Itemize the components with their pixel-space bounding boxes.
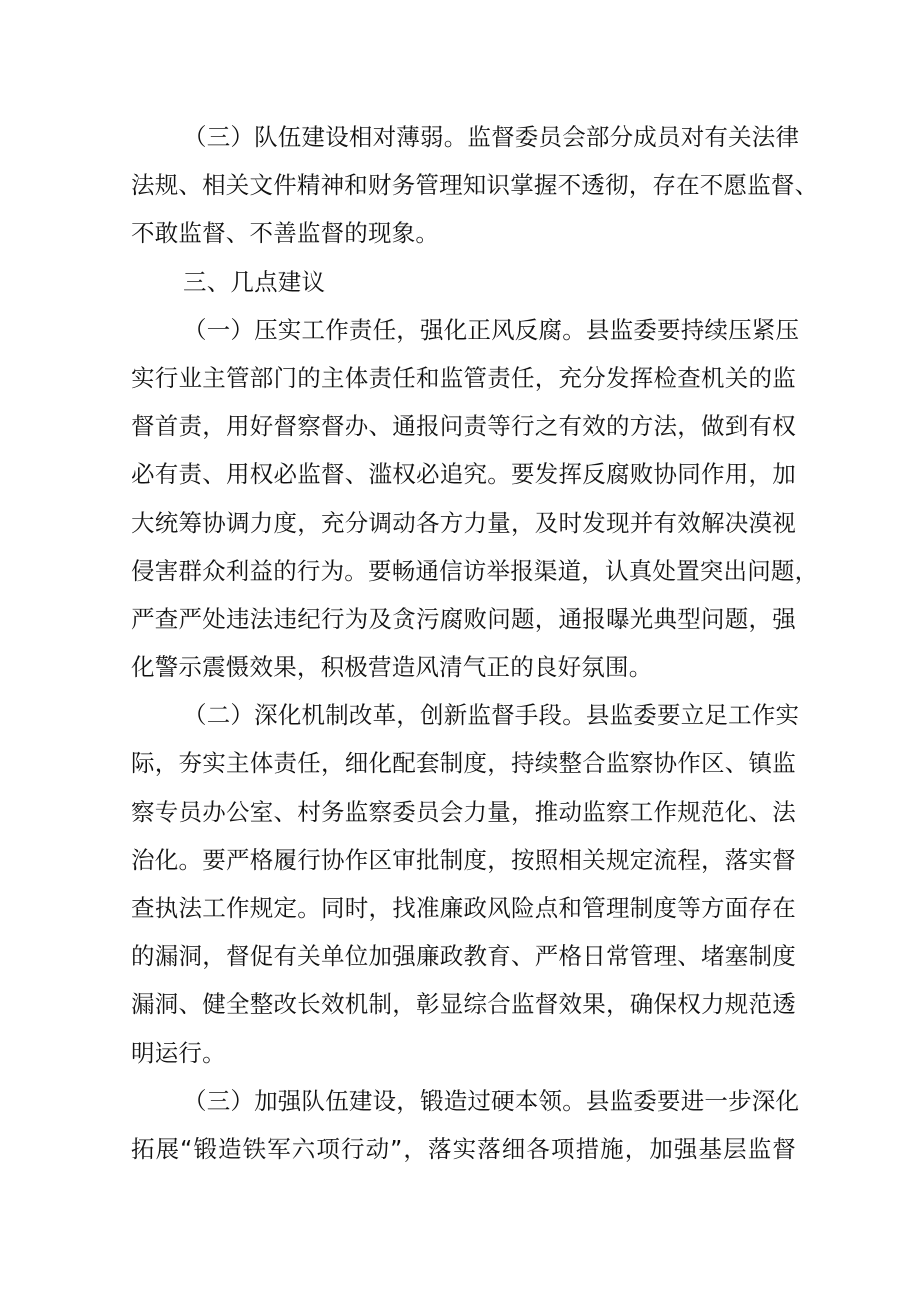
- text-line: 督首责，用好督察督办、通报问责等行之有效的方法，做到有权: [131, 412, 796, 441]
- text-line: 漏洞、健全整改长效机制，彰显综合监督效果，确保权力规范透: [131, 990, 796, 1019]
- text-line: 大统筹协调力度，充分调动各方力量，及时发现并有效解决漠视: [131, 508, 796, 537]
- text-line: 法规、相关文件精神和财务管理知识掌握不透彻，存在不愿监督、: [131, 171, 819, 200]
- text-line: 化警示震慑效果，积极营造风清气正的良好氛围。: [131, 653, 653, 682]
- paragraph-team-weakness: [131, 113, 819, 258]
- text-line: 查执法工作规定。同时，找准廉政风险点和管理制度等方面存在: [131, 894, 796, 922]
- text-line: 明运行。: [131, 1038, 226, 1067]
- text-line: 严查严处违法违纪行为及贪污腐败问题，通报曝光典型问题，强: [131, 604, 796, 633]
- paragraph-mechanism-reform: [131, 691, 800, 1077]
- paragraph-responsibility: [131, 306, 819, 692]
- text-line: 不敢监督、不善监督的现象。: [131, 219, 440, 248]
- text-line: 际，夯实主体责任，细化配套制度，持续整合监察协作区、镇监: [131, 749, 796, 778]
- text-line: （二）深化机制改革，创新监督手段。县监委要立足工作实: [183, 701, 800, 730]
- paragraph-team-building: [131, 1077, 800, 1173]
- text-line: 察专员办公室、村务监察委员会力量，推动监察工作规范化、法: [131, 797, 796, 826]
- text-line: 的漏洞，督促有关单位加强廉政教育、严格日常管理、堵塞制度: [131, 942, 796, 971]
- text-line: （三）加强队伍建设，锻造过硬本领。县监委要进一步深化: [183, 1086, 800, 1115]
- text-line: 拓展“锻造铁军六项行动”，落实落细各项措施，加强基层监督: [131, 1134, 796, 1163]
- text-line: 必有责、用权必监督、滥权必追究。要发挥反腐败协同作用，加: [131, 460, 796, 489]
- text-line: 实行业主管部门的主体责任和监管责任，充分发挥检查机关的监: [131, 363, 796, 392]
- section-heading: 三、几点建议: [183, 267, 326, 296]
- text-line: 侵害群众利益的行为。要畅通信访举报渠道，认真处置突出问题，: [131, 556, 819, 585]
- text-line: （一）压实工作责任，强化正风反腐。县监委要持续压紧压: [183, 315, 800, 344]
- section-heading-suggestions: [131, 258, 796, 306]
- document-body: [131, 113, 819, 1173]
- text-line: （三）队伍建设相对薄弱。监督委员会部分成员对有关法律: [183, 123, 800, 151]
- text-line: 治化。要严格履行协作区审批制度，按照相关规定流程，落实督: [131, 845, 796, 874]
